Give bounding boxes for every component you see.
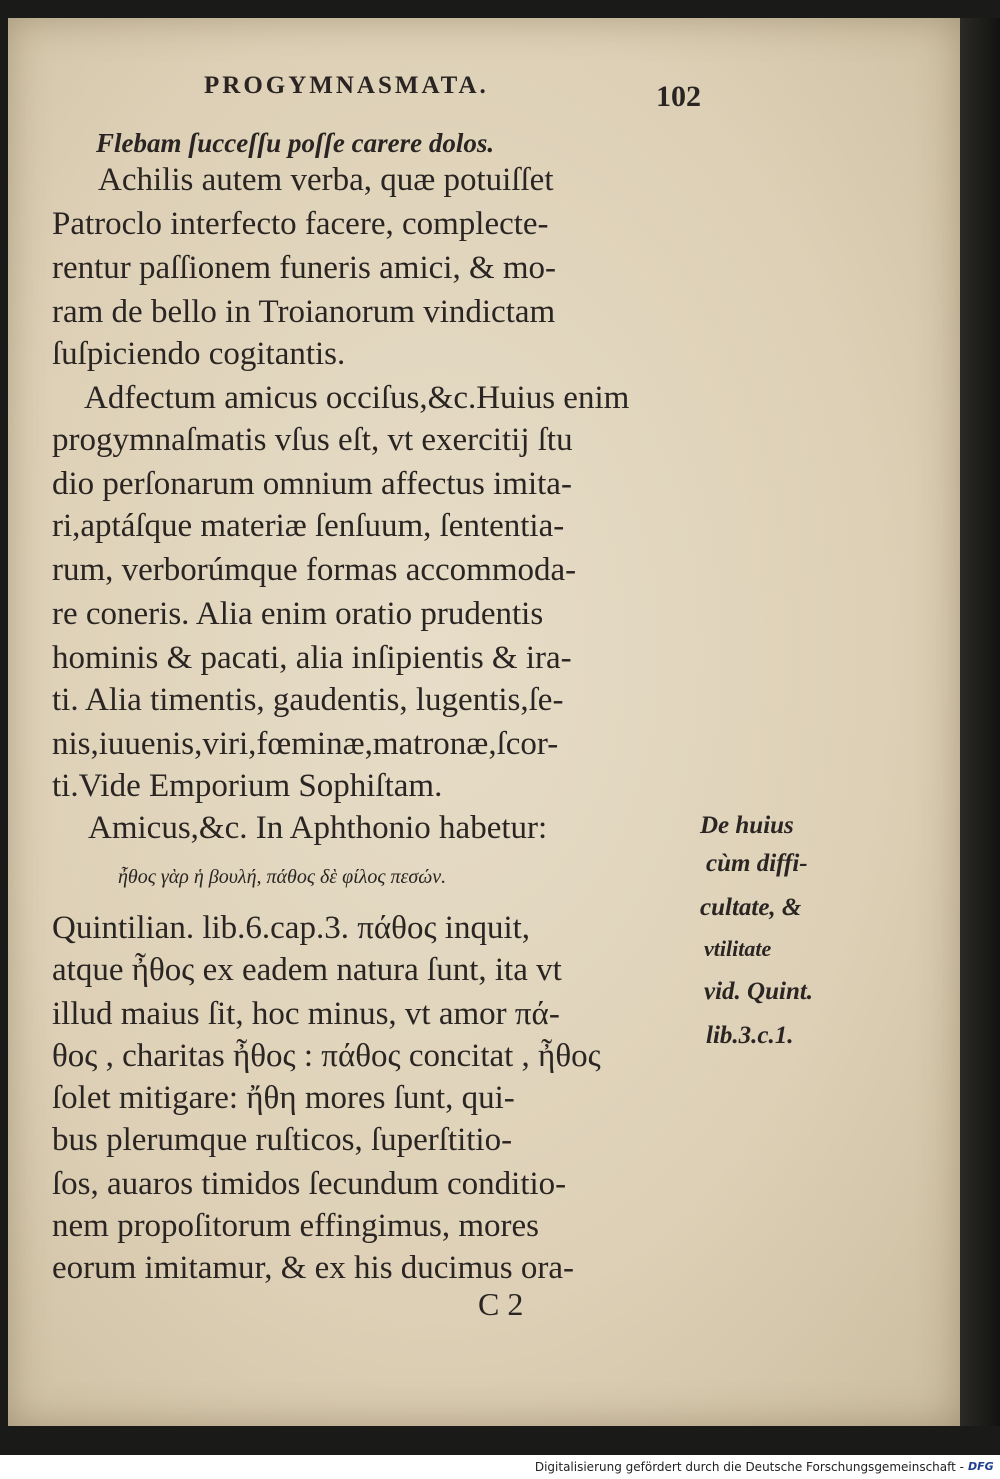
margin-note-line: lib.3.c.1. [706, 1022, 794, 1049]
text-line: rentur paſſionem funeris amici, & mo- [52, 250, 557, 286]
text-line: dio perſonarum omnium affectus imita- [52, 466, 572, 502]
text-line: ti.Vide Emporium Sophiſtam. [52, 768, 443, 804]
margin-note-line: De huius [700, 812, 794, 839]
text-line: rum, verborúmque formas accommoda- [52, 552, 577, 588]
text-line: re coneris. Alia enim oratio prudentis [52, 596, 544, 632]
lemma-line: Amicus,&c. In Aphthonio habetur: [88, 810, 548, 846]
dfg-logo: DFG [968, 1460, 994, 1473]
margin-note-line: vtilitate [704, 936, 772, 961]
margin-note-line: cùm diffi- [706, 850, 808, 877]
text-line: ti. Alia timentis, gaudentis, lugentis,ſe- [52, 682, 564, 718]
margin-note-line: cultate, & [700, 894, 802, 921]
verse-line: Flebam ſucceſſu poſſe carere dolos. [96, 128, 495, 158]
text-line: Achilis autem verba, quæ potuiſſet [98, 162, 554, 198]
text-line: progymnaſmatis vſus eſt, vt exercitij ſtu [52, 422, 573, 458]
text-line: ſolet mitigare: ἤθη mores ſunt, qui- [52, 1080, 515, 1116]
text-line: ſuſpiciendo cogitantis. [52, 336, 346, 372]
book-gutter [960, 18, 1000, 1426]
text-line: ri,aptáſque materiæ ſenſuum, ſententia- [52, 508, 565, 544]
text-line: nem propoſitorum effingimus, mores [52, 1208, 539, 1244]
signature-mark: C 2 [478, 1286, 524, 1322]
text-line: hominis & pacati, alia inſipientis & ira- [52, 640, 572, 676]
margin-note-line: vid. Quint. [704, 978, 814, 1005]
text-line: θος , charitas ἦθος : πάθος concitat , ἦθος [52, 1038, 601, 1074]
text-line: ram de bello in Troianorum vindictam [52, 294, 556, 330]
text-line: atque ἦθος ex eadem natura ſunt, ita vt [52, 952, 562, 988]
text-line: Quintilian. lib.6.cap.3. πάθος inquit, [52, 910, 531, 946]
running-header: PROGYMNASMATA. [204, 72, 489, 99]
greek-quotation: ἦθος γὰρ ἡ βουλή, πάθος δὲ φίλος πεσών. [118, 866, 447, 888]
text-line: Patroclo interfecto facere, complecte- [52, 206, 549, 242]
footer-credit: Digitalisierung gefördert durch die Deutsche Forschungsgemeinschaft - [534, 1460, 964, 1474]
text-line: bus plerumque ruſticos, ſuperſtitio- [52, 1122, 513, 1158]
text-line: nis,iuuenis,viri,fœminæ,matronæ,ſcor- [52, 726, 559, 762]
text-line: eorum imitamur, & ex his ducimus ora- [52, 1250, 574, 1286]
page-number: 102 [656, 80, 701, 113]
lemma-line: Adfectum amicus occiſus,&c.Huius enim [84, 380, 630, 416]
text-line: ſos, auaros timidos ſecundum conditio- [52, 1166, 567, 1202]
text-line: illud maius ſit, hoc minus, vt amor πά- [52, 996, 560, 1032]
